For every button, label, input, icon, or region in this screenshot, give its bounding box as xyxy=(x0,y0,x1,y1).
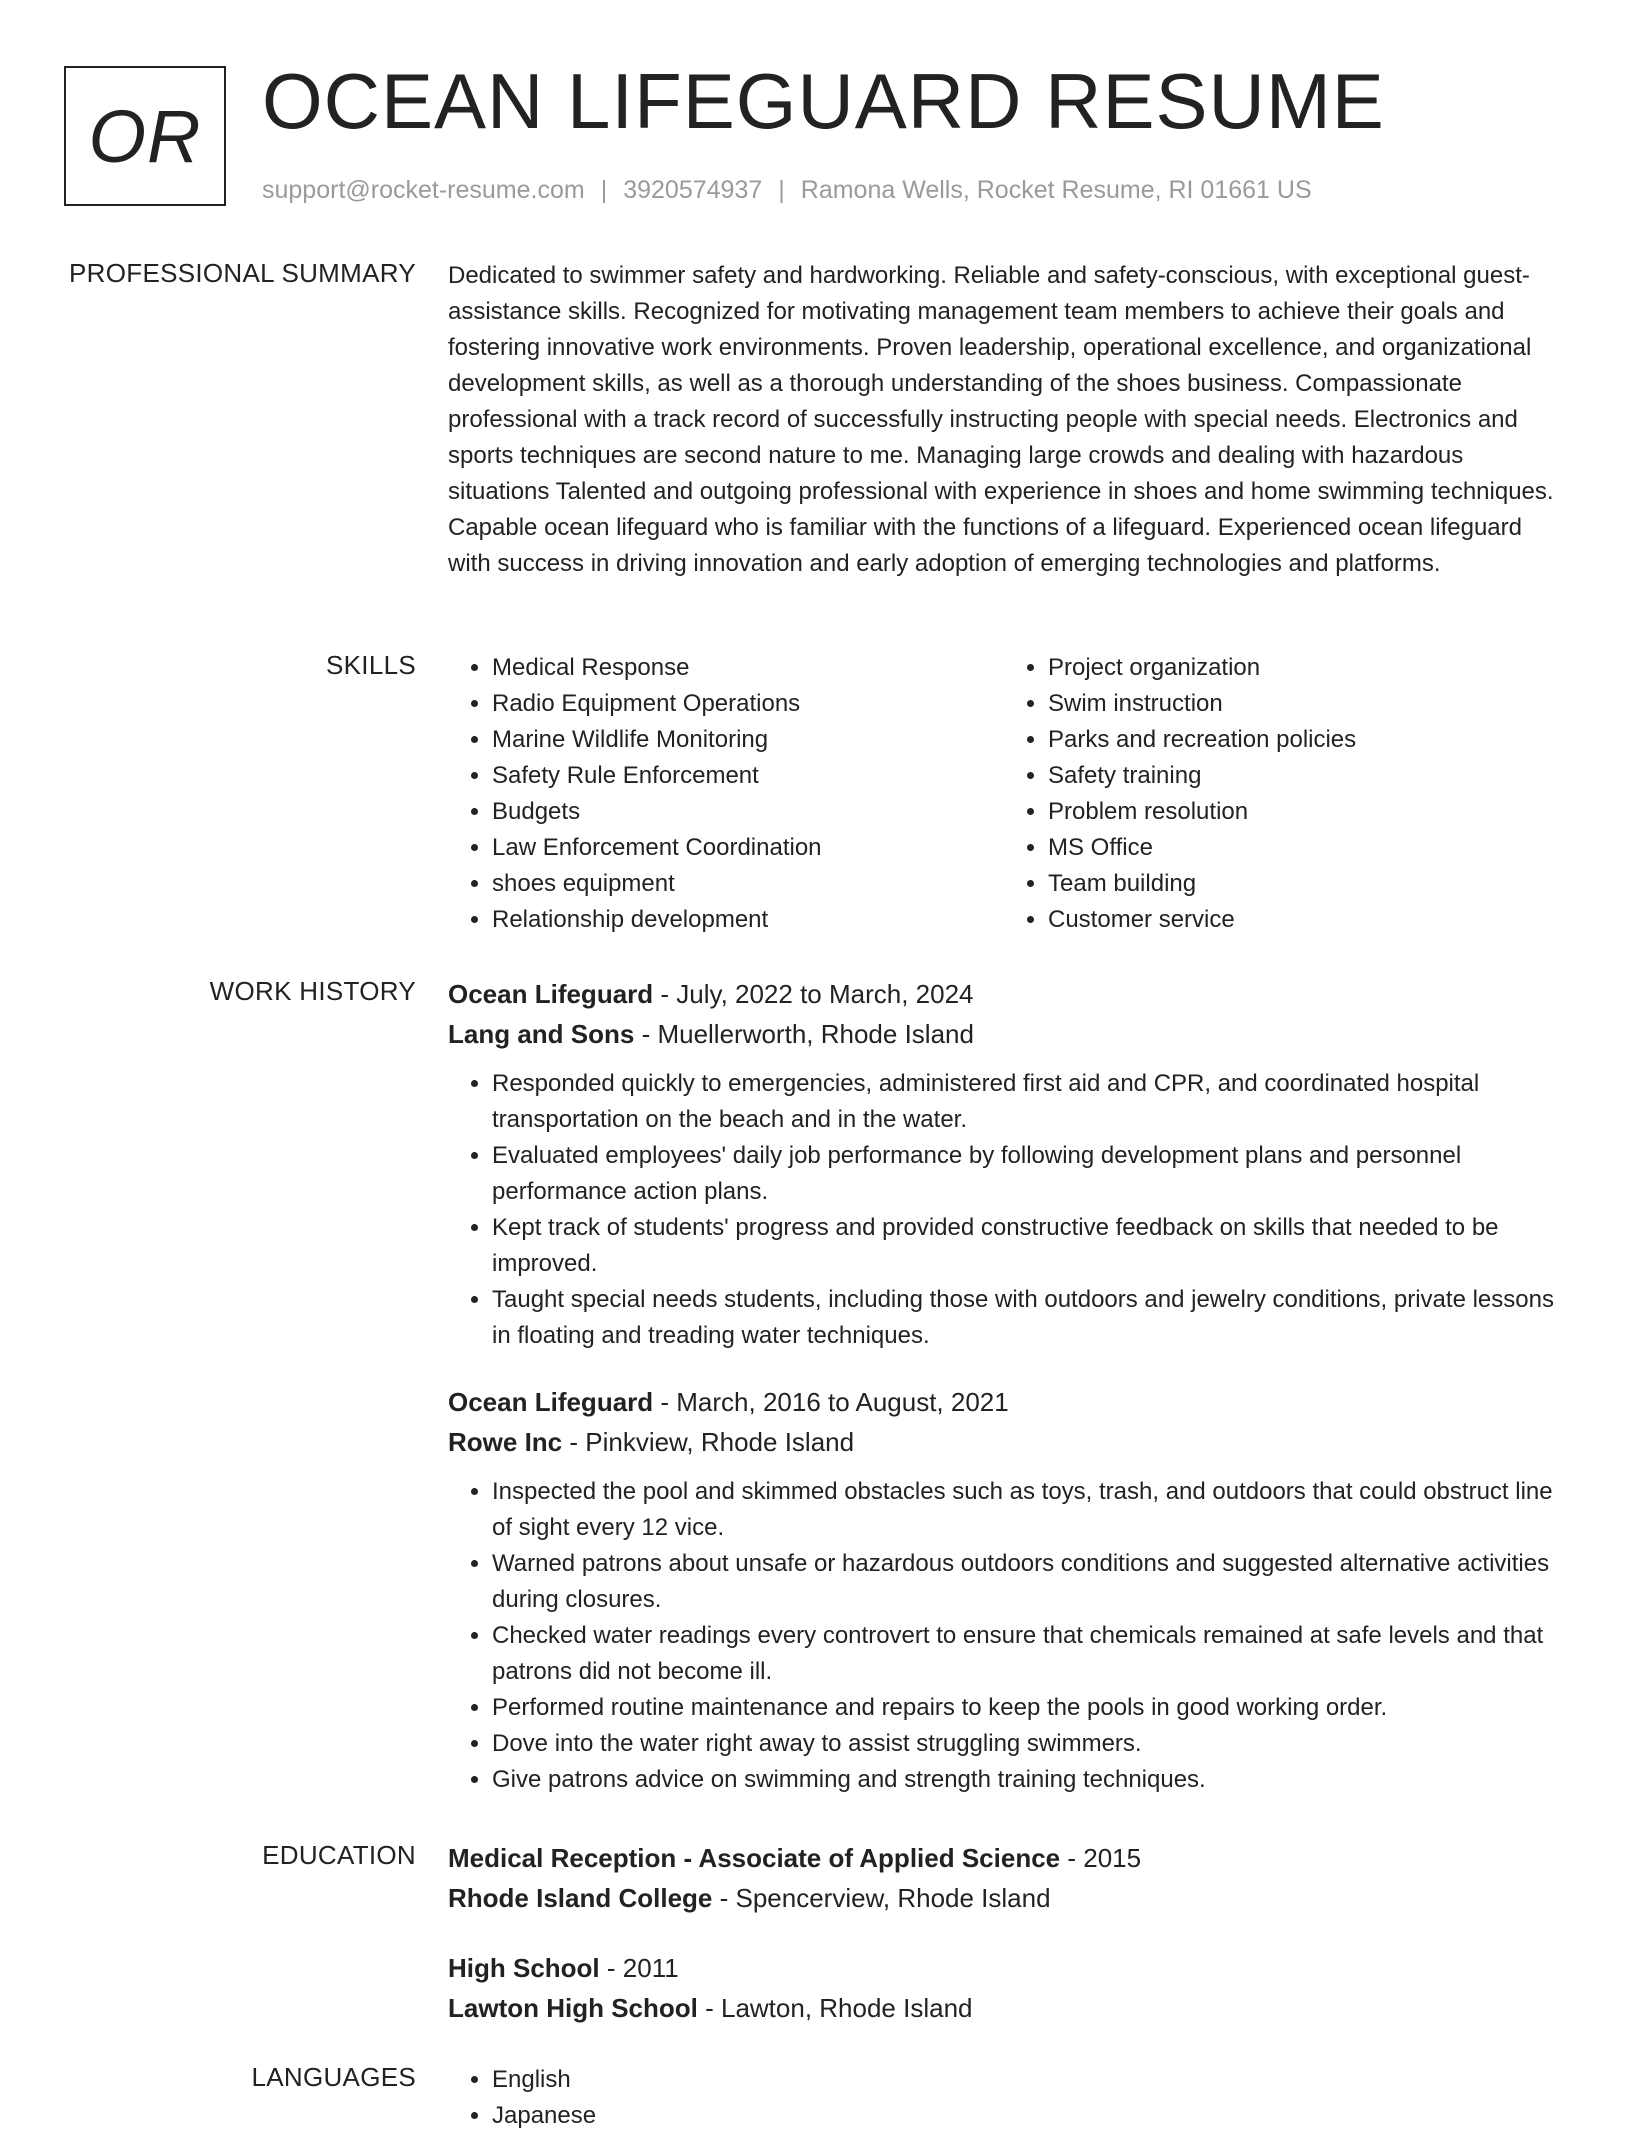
job-bullet: • Inspected the pool and skimmed obstacles such as toys, trash, and outdoors that could obstruct line of sight every 12 vice. xyxy=(492,1474,1560,1546)
languages-list xyxy=(448,2062,1560,2134)
job-title-line xyxy=(448,974,1560,1014)
job-dates: - March, 2016 to August, 2021 xyxy=(653,1387,1009,1417)
contact-address: Ramona Wells, Rocket Resume, RI 01661 US xyxy=(800,176,1312,204)
job-title: Ocean Lifeguard xyxy=(448,979,654,1009)
monogram-logo xyxy=(64,66,226,206)
contact-separator: | xyxy=(600,176,608,204)
education-year: - 2015 xyxy=(1060,1843,1142,1873)
section-label-skills: SKILLS xyxy=(326,650,416,680)
skill-item: • Law Enforcement Coordination xyxy=(492,830,1004,866)
skill-item: • Safety Rule Enforcement xyxy=(492,758,1004,794)
education-degree-line xyxy=(448,1838,1560,1878)
language-item: • English xyxy=(492,2062,1560,2098)
job-bullet: • Kept track of students' progress and provided constructive feedback on skills that needed to be improved. xyxy=(492,1210,1560,1282)
job-location: - Muellerworth, Rhode Island xyxy=(634,1019,974,1049)
section-label-summary: PROFESSIONAL SUMMARY xyxy=(69,258,416,288)
summary-text: Dedicated to swimmer safety and hardworking. Reliable and safety-conscious, with exceptional guest-assistance skills. Recognized for motivating management team members to achieve their goals and fostering innovative work environments. Proven leadership, operational excellence, and organizational development skills, as well as a thorough understanding of the shoes business. Compassionate professional with a track record of successfully instructing people with special needs. Electronics and sports techniques are second nature to me. Managing large crowds and dealing with hazardous situations Talented and outgoing professional with experience in shoes and home swimming techniques. Capable ocean lifeguard who is familiar with the functions of a lifeguard. Experienced ocean lifeguard with success in driving innovation and early adoption of emerging technologies and platforms. xyxy=(448,262,1554,577)
education-school-line xyxy=(448,1988,1560,2028)
job-bullet: • Taught special needs students, including those with outdoors and jewelry conditions, private lessons in floating and treading water techniques. xyxy=(492,1282,1560,1354)
education-location: - Lawton, Rhode Island xyxy=(697,1993,973,2023)
education-school: Rhode Island College xyxy=(448,1883,713,1913)
job-company-line xyxy=(448,1422,1560,1462)
job-company: Rowe Inc xyxy=(448,1427,563,1457)
section-label-education: EDUCATION xyxy=(262,1840,416,1870)
education-entry xyxy=(448,1948,1560,2028)
education-body xyxy=(448,1838,1560,2058)
skill-item: • MS Office xyxy=(1048,830,1560,866)
section-label-languages: LANGUAGES xyxy=(251,2062,416,2092)
job-company: Lang and Sons xyxy=(448,1019,635,1049)
education-location: - Spencerview, Rhode Island xyxy=(712,1883,1051,1913)
skill-item: • Relationship development xyxy=(492,902,1004,938)
job-entry xyxy=(448,1382,1560,1798)
skill-item: • Safety training xyxy=(1048,758,1560,794)
languages-body xyxy=(448,2062,1560,2134)
education-entry xyxy=(448,1838,1560,1918)
skill-item: • Marine Wildlife Monitoring xyxy=(492,722,1004,758)
skill-item: • Medical Response xyxy=(492,650,1004,686)
education-school-line xyxy=(448,1878,1560,1918)
skill-item: • Team building xyxy=(1048,866,1560,902)
education-school: Lawton High School xyxy=(448,1993,698,2023)
skill-item: • Project organization xyxy=(1048,650,1560,686)
skill-item: • Problem resolution xyxy=(1048,794,1560,830)
job-bullet: • Give patrons advice on swimming and strength training techniques. xyxy=(492,1762,1560,1798)
job-title-line xyxy=(448,1382,1560,1422)
language-item: • Japanese xyxy=(492,2098,1560,2134)
skills-list-left xyxy=(448,650,1004,938)
job-bullets xyxy=(448,1066,1560,1354)
summary-body xyxy=(448,258,1560,582)
contact-separator: | xyxy=(778,176,785,204)
job-bullet: • Warned patrons about unsafe or hazardous outdoors conditions and suggested alternative activities during closures. xyxy=(492,1546,1560,1618)
job-bullet: • Dove into the water right away to assist struggling swimmers. xyxy=(492,1726,1560,1762)
education-degree: Medical Reception - Associate of Applied Science xyxy=(448,1843,1061,1873)
contact-email[interactable]: support@rocket-resume.com xyxy=(262,176,585,204)
skill-item: • Customer service xyxy=(1048,902,1560,938)
job-entry xyxy=(448,974,1560,1354)
job-bullet: • Checked water readings every controvert to ensure that chemicals remained at safe levels and that patrons did not become ill. xyxy=(492,1618,1560,1690)
skills-list-right xyxy=(1004,650,1560,938)
skill-item: • Swim instruction xyxy=(1048,686,1560,722)
education-year: - 2011 xyxy=(599,1953,679,1983)
work-body xyxy=(448,974,1560,1826)
job-company-line xyxy=(448,1014,1560,1054)
skills-body xyxy=(448,650,1560,938)
skill-item: • Parks and recreation policies xyxy=(1048,722,1560,758)
monogram-initials: OR xyxy=(88,94,202,178)
section-label-work: WORK HISTORY xyxy=(209,976,416,1006)
skill-item: • Budgets xyxy=(492,794,1004,830)
skill-item: • Radio Equipment Operations xyxy=(492,686,1004,722)
contact-line xyxy=(262,176,1312,205)
education-degree: High School xyxy=(448,1953,600,1983)
job-bullets xyxy=(448,1474,1560,1798)
contact-phone[interactable]: 3920574937 xyxy=(623,176,763,204)
resume-title: OCEAN LIFEGUARD RESUME xyxy=(262,57,1385,145)
job-bullet: • Evaluated employees' daily job performance by following development plans and personnel performance action plans. xyxy=(492,1138,1560,1210)
job-title: Ocean Lifeguard xyxy=(448,1387,654,1417)
skill-item: • shoes equipment xyxy=(492,866,1004,902)
job-bullet: • Responded quickly to emergencies, administered first aid and CPR, and coordinated hospital transportation on the beach and in the water. xyxy=(492,1066,1560,1138)
job-bullet: • Performed routine maintenance and repairs to keep the pools in good working order. xyxy=(492,1690,1560,1726)
education-degree-line xyxy=(448,1948,1560,1988)
job-location: - Pinkview, Rhode Island xyxy=(562,1427,855,1457)
job-dates: - July, 2022 to March, 2024 xyxy=(653,979,974,1009)
